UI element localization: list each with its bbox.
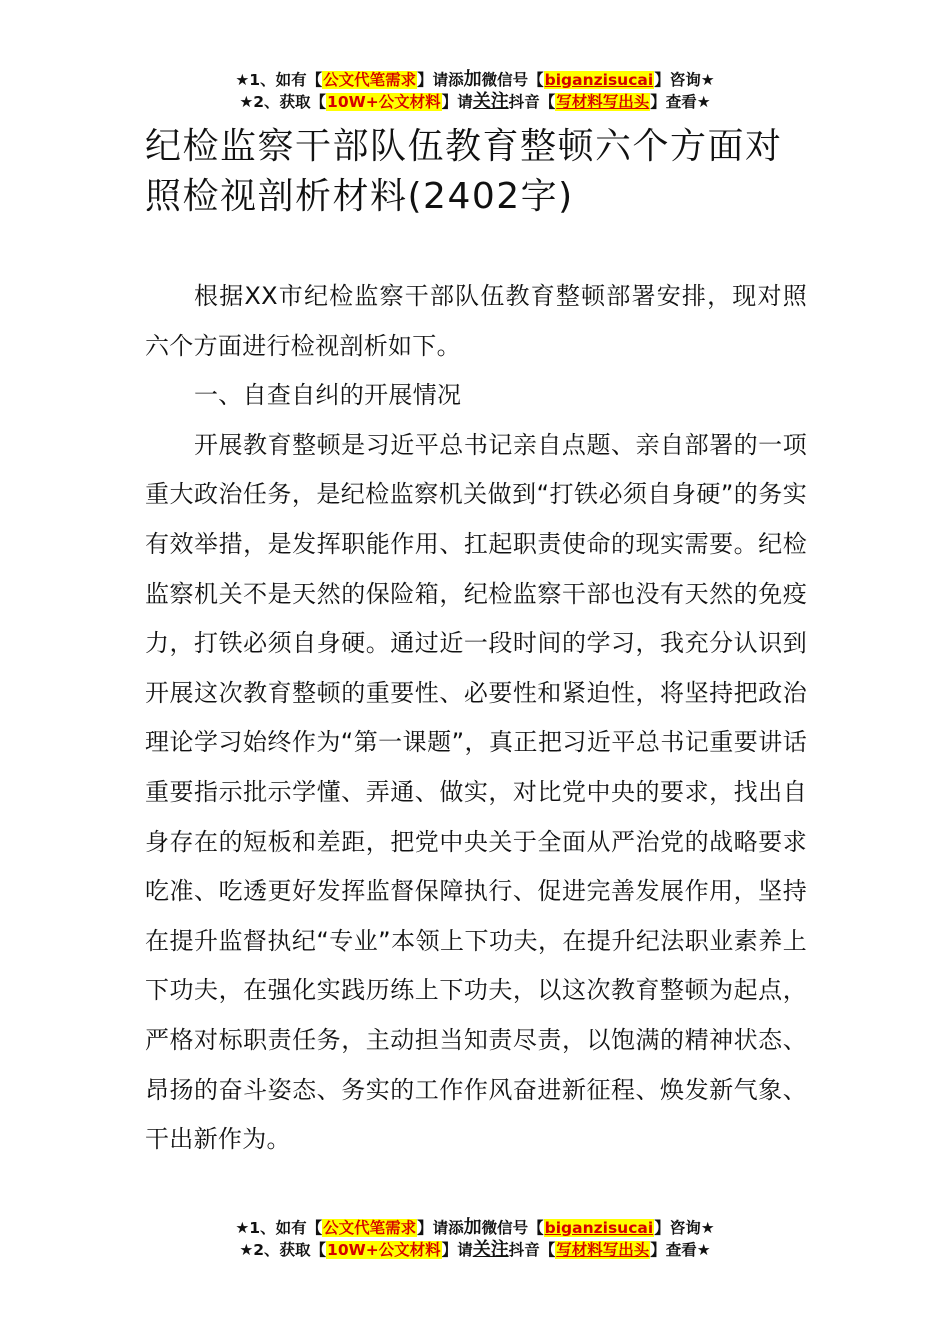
materials-highlight: 10W+公文材料	[327, 93, 441, 111]
promo-text: 】咨询★	[654, 1219, 715, 1237]
promo-text: 抖音【	[508, 1241, 556, 1259]
promo-text: ★1、如有【	[235, 71, 323, 89]
promo-text: ★1、如有【	[235, 1219, 323, 1237]
wechat-id-link[interactable]: biganzisucai	[544, 1219, 654, 1237]
promo-emphasis: 关注	[472, 1239, 509, 1260]
service-highlight: 公文代笔需求	[323, 1219, 417, 1237]
materials-highlight: 10W+公文材料	[327, 1241, 441, 1259]
wechat-id-link[interactable]: biganzisucai	[544, 71, 654, 89]
promo-emphasis: 加	[463, 1217, 482, 1238]
intro-paragraph: 根据XX市纪检监察干部队伍教育整顿部署安排，现对照六个方面进行检视剖析如下。	[145, 282, 807, 360]
promo-text: 】请	[441, 93, 473, 111]
promo-emphasis: 关注	[472, 91, 509, 112]
promo-emphasis: 加	[463, 69, 482, 90]
service-highlight: 公文代笔需求	[323, 71, 417, 89]
promo-text: 】请	[441, 1241, 473, 1259]
promo-line-1	[0, 1217, 950, 1239]
douyin-account-link[interactable]: 写材料写出头	[556, 93, 650, 111]
document-body	[145, 272, 807, 1165]
promo-text: 】查看★	[650, 1241, 711, 1259]
promo-text: 】查看★	[650, 93, 711, 111]
promo-line-2	[0, 91, 950, 113]
promo-line-1	[0, 69, 950, 91]
promo-line-2	[0, 1239, 950, 1261]
promo-text: 】请添	[417, 71, 464, 89]
promo-text: 微信号【	[481, 1219, 544, 1237]
promo-text: 微信号【	[481, 71, 544, 89]
bottom-promo-banner	[0, 1217, 950, 1261]
document-title: 纪检监察干部队伍教育整顿六个方面对照检视剖析材料(2402字)	[145, 126, 783, 217]
top-promo-banner	[0, 69, 950, 113]
section-heading: 一、自查自纠的开展情况	[194, 381, 462, 410]
douyin-account-link[interactable]: 写材料写出头	[556, 1241, 650, 1259]
promo-text: 】请添	[417, 1219, 464, 1237]
promo-text: ★2、获取【	[239, 1241, 327, 1259]
body-paragraph: 开展教育整顿是习近平总书记亲自点题、亲自部署的一项重大政治任务，是纪检监察机关做到“打铁必须自身硬”的务实有效举措，是发挥职能作用、扛起职责使命的现实需要。纪检监察机关不是天然的保险箱，纪检监察干部也没有天然的免疫力，打铁必须自身硬。通过近一段时间的学习，我充分认识到开展这次教育整顿的重要性、必要性和紧迫性，将坚持把政治理论学习始终作为“第一课题”，真正把习近平总书记重要讲话重要指示批示学懂、弄通、做实，对比党中央的要求，找出自身存在的短板和差距，把党中央关于全面从严治党的战略要求吃准、吃透更好发挥监督保障执行、促进完善发展作用，坚持在提升监督执纪“专业”本领上下功夫，在提升纪法职业素养上下功夫，在强化实践历练上下功夫，以这次教育整顿为起点，严格对标职责任务，主动担当知责尽责，以饱满的精神状态、昂扬的奋斗姿态、务实的工作作风奋进新征程、焕发新气象、干出新作为。	[145, 430, 807, 1154]
promo-text: ★2、获取【	[239, 93, 327, 111]
promo-text: 抖音【	[508, 93, 556, 111]
promo-text: 】咨询★	[654, 71, 715, 89]
